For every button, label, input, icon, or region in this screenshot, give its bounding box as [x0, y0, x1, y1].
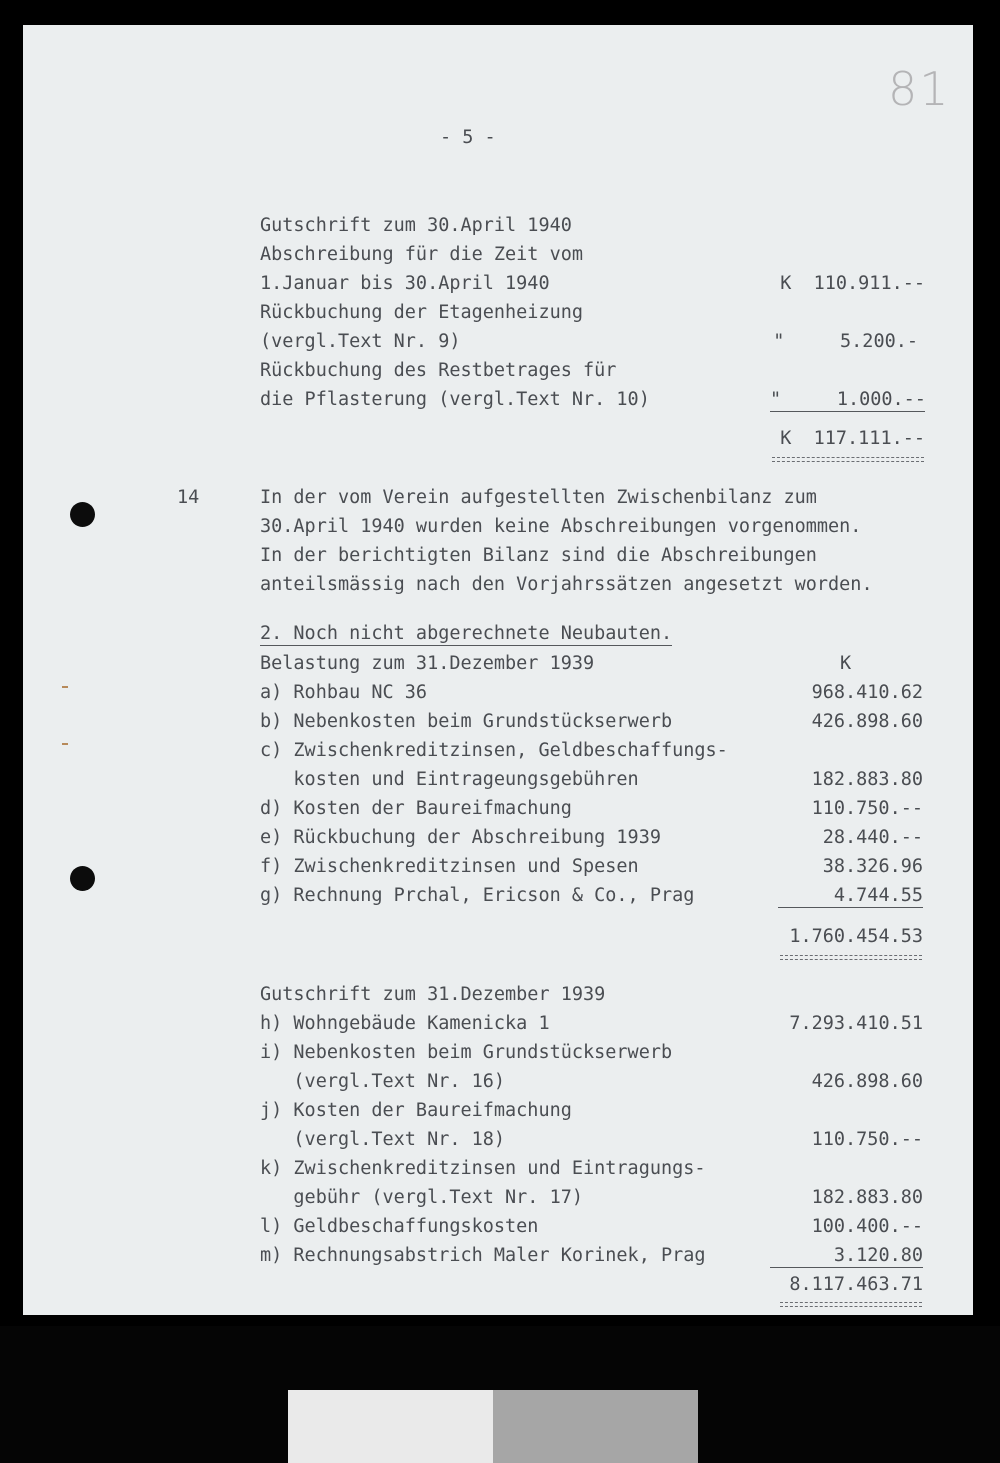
color-patch-white: [288, 1390, 493, 1463]
debit-item-label: g) Rechnung Prchal, Ericson & Co., Prag: [260, 885, 695, 906]
debit-heading: Belastung zum 31.Dezember 1939: [260, 653, 595, 674]
credit-line-5: (vergl.Text Nr. 9): [260, 331, 461, 352]
credit-amount-2: " 5.200.-: [773, 331, 918, 352]
credit-total: K 117.111.--: [780, 428, 925, 449]
section-number-14: 14: [177, 487, 200, 508]
debit-item-amount: 182.883.80: [811, 769, 923, 790]
credit-item-label: m) Rechnungsabstrich Maler Korinek, Prag: [260, 1245, 706, 1266]
section-14-line-2: 30.April 1940 wurden keine Abschreibungen vorgenommen.: [260, 516, 862, 537]
credit-item-label: (vergl.Text Nr. 18): [260, 1129, 506, 1150]
credit-item-label: i) Nebenkosten beim Grundstückserwerb: [260, 1042, 673, 1063]
credit-item-amount: 100.400.--: [811, 1216, 923, 1237]
debit-item-label: b) Nebenkosten beim Grundstückserwerb: [260, 711, 673, 732]
double-underline: [780, 955, 922, 956]
debit-item-amount: 426.898.60: [811, 711, 923, 732]
credit-heading: Gutschrift zum 31.Dezember 1939: [260, 984, 606, 1005]
section-2-heading: 2. Noch nicht abgerechnete Neubauten.: [260, 623, 673, 644]
section-14-line-3: In der berichtigten Bilanz sind die Abschreibungen: [260, 545, 817, 566]
debit-item-amount: 38.326.96: [822, 856, 923, 877]
credit-line-4: Rückbuchung der Etagenheizung: [260, 302, 584, 323]
folio-number-pencil: 81: [888, 62, 951, 116]
margin-mark: [62, 686, 68, 688]
section-14-line-1: In der vom Verein aufgestellten Zwischenbilanz zum: [260, 487, 817, 508]
punch-hole: [70, 502, 95, 527]
credit-item-label: j) Kosten der Baureifmachung: [260, 1100, 572, 1121]
section-14-line-4: anteilsmässig nach den Vorjahrssätzen angesetzt worden.: [260, 574, 873, 595]
margin-mark: [62, 743, 68, 745]
debit-item-label: e) Rückbuchung der Abschreibung 1939: [260, 827, 661, 848]
debit-item-label: kosten und Eintrageungsgebühren: [260, 769, 639, 790]
credit-item-amount: 7.293.410.51: [789, 1013, 923, 1034]
currency-label: K: [840, 653, 852, 674]
credit-total: 8.117.463.71: [789, 1274, 923, 1295]
double-underline: [772, 457, 924, 458]
credit-line-6: Rückbuchung des Restbetrages für: [260, 360, 617, 381]
double-underline: [780, 1302, 922, 1303]
color-patch-grey: [493, 1390, 698, 1463]
credit-amount-1: K 110.911.--: [780, 273, 925, 294]
credit-item-label: l) Geldbeschaffungskosten: [260, 1216, 539, 1237]
credit-line-1: Gutschrift zum 30.April 1940: [260, 215, 572, 236]
credit-item-amount: 182.883.80: [811, 1187, 923, 1208]
debit-item-amount: 4.744.55: [778, 885, 923, 908]
credit-item-label: k) Zwischenkreditzinsen und Eintragungs-: [260, 1158, 706, 1179]
debit-item-amount: 968.410.62: [811, 682, 923, 703]
debit-total: 1.760.454.53: [789, 926, 923, 947]
credit-line-2: Abschreibung für die Zeit vom: [260, 244, 584, 265]
punch-hole: [70, 866, 95, 891]
credit-item-amount: 3.120.80: [770, 1245, 923, 1268]
credit-item-label: h) Wohngebäude Kamenicka 1: [260, 1013, 550, 1034]
credit-amount-3: " 1.000.--: [770, 389, 926, 410]
credit-line-7: die Pflasterung (vergl.Text Nr. 10): [260, 389, 650, 410]
credit-item-amount: 426.898.60: [811, 1071, 923, 1092]
debit-item-label: f) Zwischenkreditzinsen und Spesen: [260, 856, 639, 877]
credit-line-3: 1.Januar bis 30.April 1940: [260, 273, 550, 294]
debit-item-label: c) Zwischenkreditzinsen, Geldbeschaffungs-: [260, 740, 728, 761]
debit-item-amount: 28.440.--: [822, 827, 923, 848]
page-number: - 5 -: [440, 127, 496, 148]
credit-item-amount: 110.750.--: [811, 1129, 923, 1150]
debit-item-label: d) Kosten der Baureifmachung: [260, 798, 572, 819]
credit-item-label: gebühr (vergl.Text Nr. 17): [260, 1187, 584, 1208]
debit-item-label: a) Rohbau NC 36: [260, 682, 428, 703]
credit-item-label: (vergl.Text Nr. 16): [260, 1071, 506, 1092]
debit-item-amount: 110.750.--: [811, 798, 923, 819]
